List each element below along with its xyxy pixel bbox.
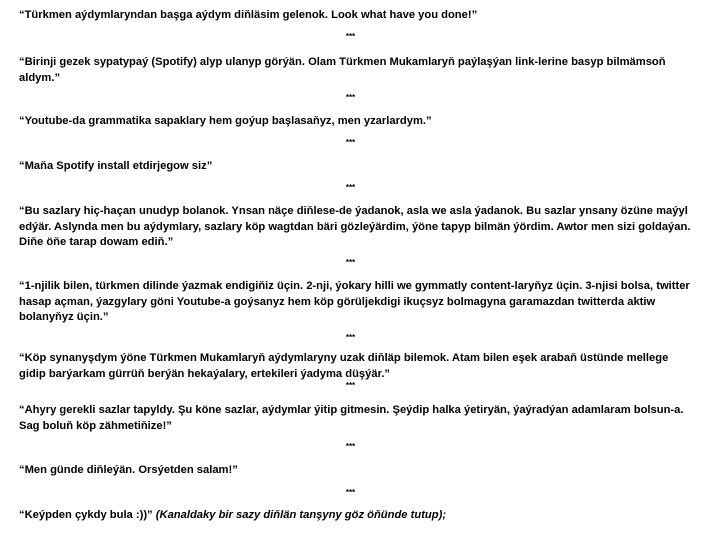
- separator: ***: [345, 93, 356, 102]
- quote-3: “Youtube-da grammatika sapaklary hem goýup başlasaňyz, men yzarlardym.”: [19, 115, 432, 127]
- quote-10: [19, 508, 691, 524]
- quote-10-note: (Kanaldaky bir sazy diňlän tanşyny göz öňünde tutup);: [152, 509, 447, 521]
- separator: ***: [345, 333, 356, 342]
- separator: ***: [345, 183, 356, 192]
- quote-4: “Maňa Spotify install etdirjegow siz”: [19, 160, 213, 172]
- quote-9: “Men günde diňleýän. Orsýetden salam!”: [19, 464, 238, 476]
- separator: ***: [345, 488, 356, 497]
- separator: ***: [345, 442, 356, 451]
- quote-7: “Köp synanyşdym ýöne Türkmen Mukamlaryň aýdymlaryny uzak diňläp bilemok. Atam bilen eşek arabaň üstünde mellege gidip barýarkam gürrüň berýän hekaýalary, ertekileri ýadyma düşýär.”: [19, 352, 669, 380]
- quote-1: “Türkmen aýdymlaryndan başga aýdym diňläsim gelenok. Look what have you done!”: [19, 9, 478, 21]
- separator: ***: [345, 138, 356, 147]
- separator: ***: [345, 381, 356, 390]
- separator: ***: [345, 32, 356, 41]
- separator: ***: [345, 258, 356, 267]
- quote-8: “Ahyry gerekli sazlar tapyldy. Şu köne sazlar, aýdymlar ýitip gitmesin. Şeýdip halka ýetiryän, ýaýradýan adamlaram bolsun-a. Sag boluň köp zähmetiňize!”: [19, 404, 684, 432]
- quote-5: “Bu sazlary hiç-haçan unudyp bolanok. Ynsan näçe diňlese-de ýadanok, asla we asla ýadanok. Bu sazlar ynsany özüne maýyl edýär. Aslynda men bu aýdymlary, sazlary köp wagtdan bäri gözleýärdim, ýöne tapyp bilmän ýördim. Awtor men sizi goldaýan. Diňe öňe tarap dowam ediň.”: [19, 205, 691, 248]
- quote-10-text: “Keýpden çykdy bula :))”: [19, 509, 153, 521]
- quote-6: “1-njilik bilen, türkmen dilinde ýazmak endigiňiz üçin. 2-nji, ýokary hilli we gymmatly content-laryňyz üçin. 3-njisi bolsa, twitter hasap açman, ýazgylary göni Youtube-a goýsanyz hem köp görüljekdigi ikuçsyz bolmagyna garamazdan twitterda aktiw bolanyňyz üçin.”: [19, 280, 690, 323]
- quote-2: “Birinji gezek sypatypaý (Spotify) alyp ulanyp görýän. Olam Türkmen Mukamlaryň paýlaşýan link-lerine basyp bilmämsoň aldym.”: [19, 56, 666, 84]
